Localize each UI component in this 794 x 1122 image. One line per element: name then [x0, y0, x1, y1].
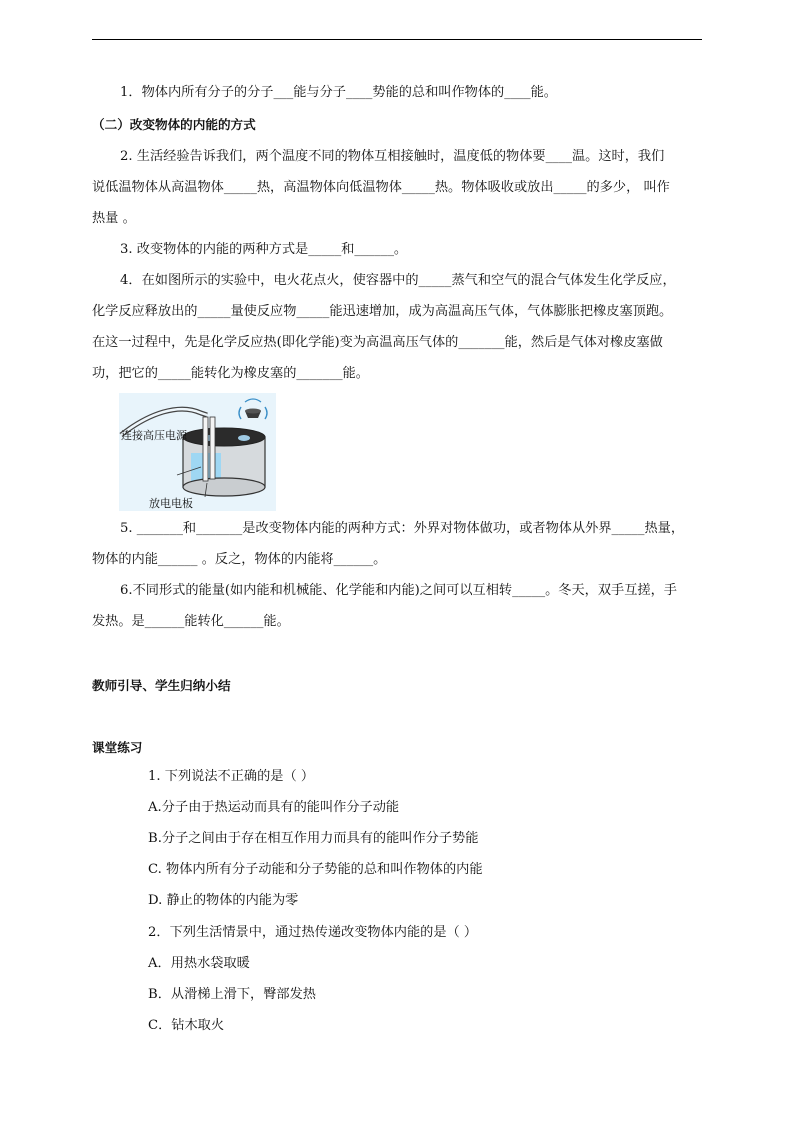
exercise-1-option-b: B.分子之间由于存在相互作用力而具有的能叫作分子势能: [148, 831, 479, 846]
question-4-line-3: 在这一过程中，先是化学反应热(即化学能)变为高温高压气体的_______能，然后是气体对橡皮塞做: [92, 335, 663, 350]
question-3: 3. 改变物体的内能的两种方式是_____和______。: [120, 242, 408, 257]
question-2-line-2: 说低温物体从高温物体_____热，高温物体向低温物体_____热。物体吸收或放出_____的多少， 叫作: [92, 180, 670, 195]
question-1: 1．物体内所有分子的分子___能与分子____势能的总和叫作物体的____能。: [120, 85, 557, 100]
experiment-figure: [119, 393, 276, 511]
question-5-line-2: 物体的内能______ 。反之，物体的内能将______。: [92, 552, 387, 567]
header-rule: [92, 39, 702, 40]
exercise-2-option-c: C．钻木取火: [148, 1018, 225, 1033]
section-heading-2: （二）改变物体的内能的方式: [92, 117, 256, 132]
exercise-1: 1. 下列说法不正确的是（ ）: [148, 769, 315, 784]
question-6-line-2: 发热。是______能转化______能。: [92, 614, 290, 629]
exercise-2-option-b: B．从滑梯上滑下，臀部发热: [148, 987, 316, 1002]
practice-heading: 课堂练习: [92, 740, 143, 755]
summary-heading: 教师引导、学生归纳小结: [92, 678, 231, 693]
question-4-line-4: 功，把它的_____能转化为橡皮塞的_______能。: [92, 366, 369, 381]
exercise-1-option-a: A.分子由于热运动而具有的能叫作分子动能: [148, 800, 400, 815]
exercise-2: 2．下列生活情景中，通过热传递改变物体内能的是（ ）: [148, 925, 478, 940]
exercise-1-option-d: D. 静止的物体的内能为零: [148, 893, 299, 908]
question-4-line-1: 4．在如图所示的实验中，电火花点火，使容器中的_____蒸气和空气的混合气体发生化学反应，: [120, 273, 676, 288]
question-4-line-2: 化学反应释放出的_____量使反应物_____能迅速增加，成为高温高压气体，气体膨胀把橡皮塞顶跑。: [92, 304, 673, 319]
label-power-source: 连接高压电源: [121, 429, 187, 442]
exercise-2-option-a: A．用热水袋取暖: [148, 956, 250, 971]
question-2-line-3: 热量 。: [92, 211, 136, 226]
question-5-line-1: 5. _______和_______是改变物体内能的两种方式：外界对物体做功，或者物体从外界_____热量，: [120, 521, 685, 536]
label-discharge-plate: 放电电板: [149, 497, 193, 510]
question-2-line-1: 2. 生活经验告诉我们，两个温度不同的物体互相接触时，温度低的物体要____温。这时，我们: [120, 149, 665, 164]
exercise-1-option-c: C. 物体内所有分子动能和分子势能的总和叫作物体的内能: [148, 862, 483, 877]
question-6-line-1: 6.不同形式的能量(如内能和机械能、化学能和内能)之间可以互相转_____。冬天，双手互搓，手: [120, 583, 677, 598]
